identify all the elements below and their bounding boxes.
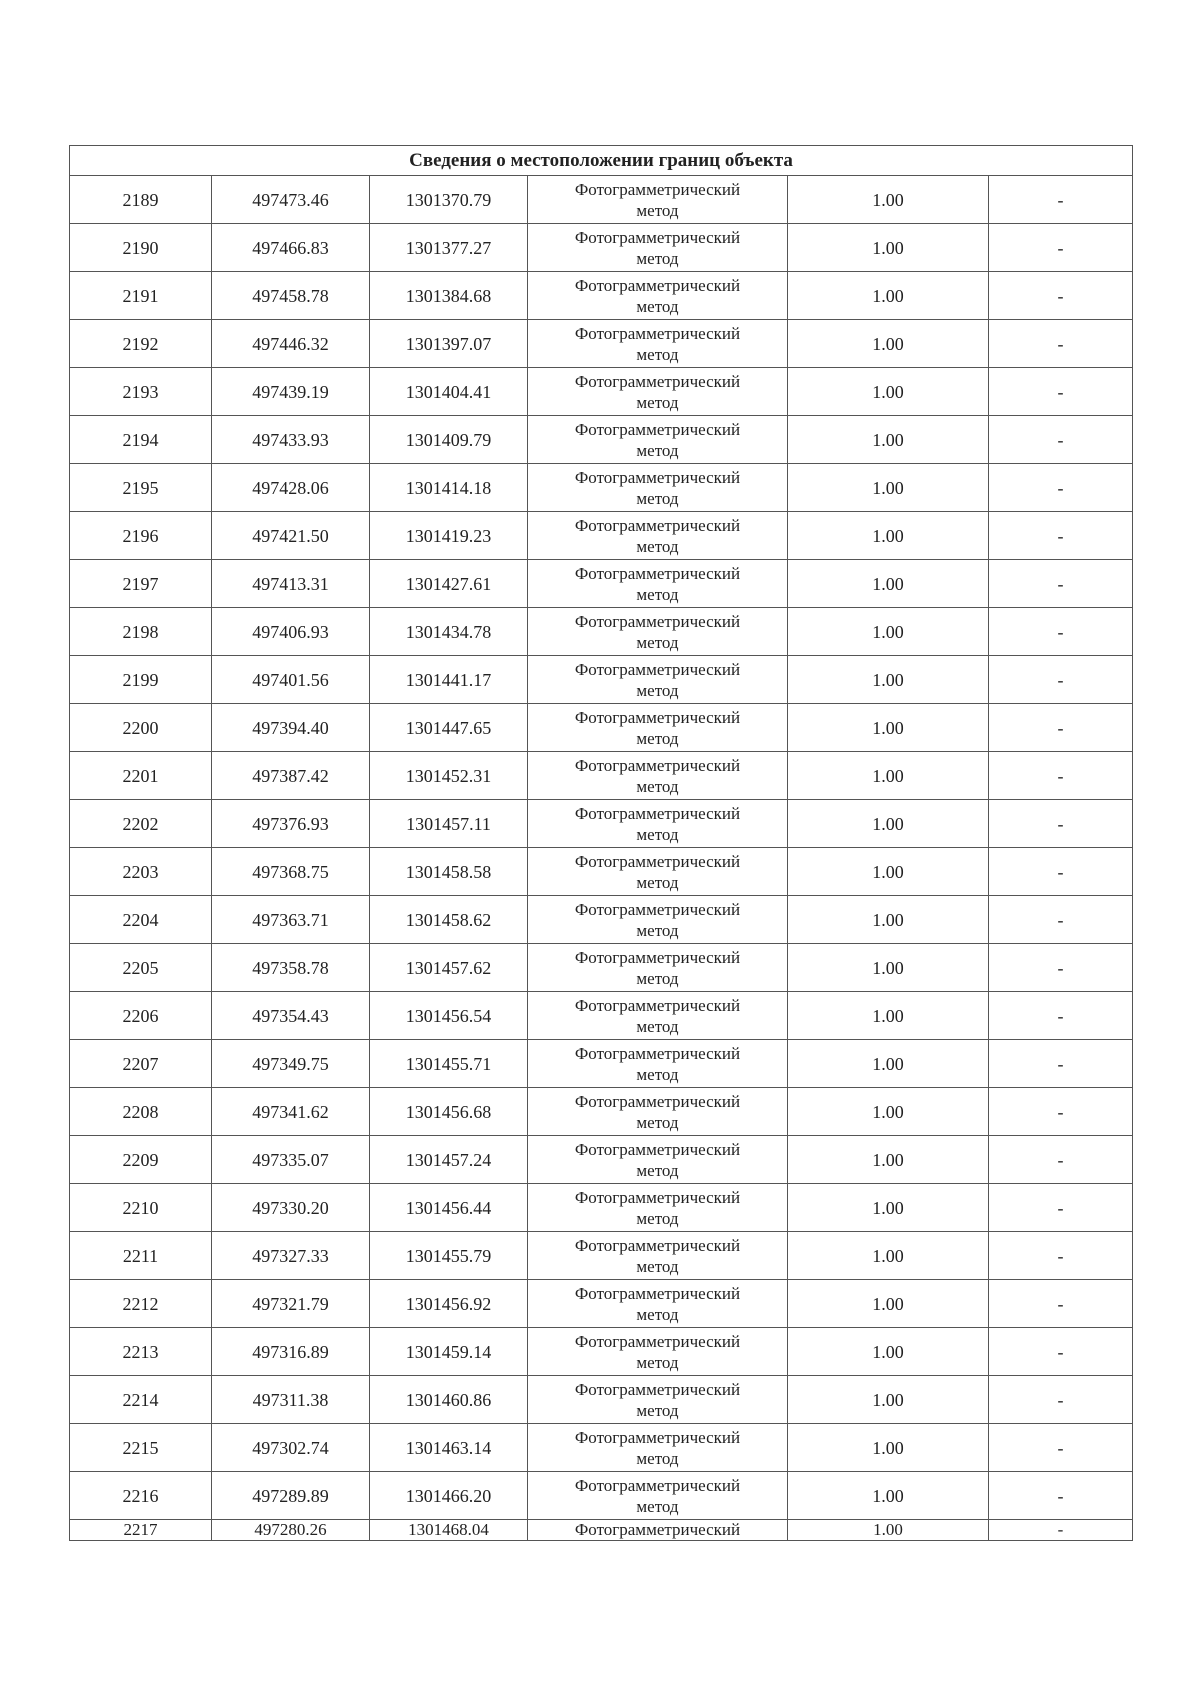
x-coordinate-cell: 497289.89 bbox=[212, 1472, 370, 1520]
table-row bbox=[70, 656, 1133, 704]
boundary-table bbox=[69, 145, 1133, 1541]
y-coordinate-cell: 1301460.86 bbox=[370, 1376, 528, 1424]
y-coordinate-cell: 1301466.20 bbox=[370, 1472, 528, 1520]
accuracy-cell: 1.00 bbox=[788, 176, 989, 224]
point-number-cell: 2198 bbox=[70, 608, 212, 656]
method-line-2: метод bbox=[636, 872, 679, 892]
point-number-cell: 2212 bbox=[70, 1280, 212, 1328]
method-cell bbox=[528, 320, 788, 368]
description-cell: - bbox=[989, 512, 1133, 560]
description-cell: - bbox=[989, 1424, 1133, 1472]
method-cell bbox=[528, 1088, 788, 1136]
table-row bbox=[70, 608, 1133, 656]
method-line-2: метод bbox=[636, 1064, 679, 1084]
point-number-cell: 2199 bbox=[70, 656, 212, 704]
method-line-2: метод bbox=[636, 824, 679, 844]
description-cell: - bbox=[989, 1520, 1133, 1541]
method-line-1: Фотограмметрический bbox=[574, 1520, 741, 1539]
y-coordinate-cell: 1301456.68 bbox=[370, 1088, 528, 1136]
table-row bbox=[70, 368, 1133, 416]
description-cell: - bbox=[989, 1136, 1133, 1184]
method-cell bbox=[528, 416, 788, 464]
x-coordinate-cell: 497311.38 bbox=[212, 1376, 370, 1424]
x-coordinate-cell: 497394.40 bbox=[212, 704, 370, 752]
method-cell bbox=[528, 848, 788, 896]
method-line-2: метод bbox=[636, 968, 679, 988]
point-number-cell: 2205 bbox=[70, 944, 212, 992]
x-coordinate-cell: 497330.20 bbox=[212, 1184, 370, 1232]
method-line-1: Фотограмметрический bbox=[574, 1091, 741, 1111]
table-row bbox=[70, 1328, 1133, 1376]
x-coordinate-cell: 497433.93 bbox=[212, 416, 370, 464]
description-cell: - bbox=[989, 416, 1133, 464]
method-line-1: Фотограмметрический bbox=[574, 1139, 741, 1159]
point-number-cell: 2206 bbox=[70, 992, 212, 1040]
accuracy-cell: 1.00 bbox=[788, 848, 989, 896]
method-line-1: Фотограмметрический bbox=[574, 755, 741, 775]
table-row bbox=[70, 176, 1133, 224]
table-row bbox=[70, 1376, 1133, 1424]
method-line-2: метод bbox=[636, 536, 679, 556]
accuracy-cell: 1.00 bbox=[788, 320, 989, 368]
table-row bbox=[70, 1136, 1133, 1184]
x-coordinate-cell: 497401.56 bbox=[212, 656, 370, 704]
y-coordinate-cell: 1301456.44 bbox=[370, 1184, 528, 1232]
y-coordinate-cell: 1301455.71 bbox=[370, 1040, 528, 1088]
method-cell bbox=[528, 176, 788, 224]
point-number-cell: 2213 bbox=[70, 1328, 212, 1376]
y-coordinate-cell: 1301457.24 bbox=[370, 1136, 528, 1184]
x-coordinate-cell: 497368.75 bbox=[212, 848, 370, 896]
method-cell bbox=[528, 1424, 788, 1472]
accuracy-cell: 1.00 bbox=[788, 752, 989, 800]
x-coordinate-cell: 497413.31 bbox=[212, 560, 370, 608]
y-coordinate-cell: 1301441.17 bbox=[370, 656, 528, 704]
accuracy-cell: 1.00 bbox=[788, 896, 989, 944]
point-number-cell: 2208 bbox=[70, 1088, 212, 1136]
description-cell: - bbox=[989, 1232, 1133, 1280]
point-number-cell: 2189 bbox=[70, 176, 212, 224]
method-line-1: Фотограмметрический bbox=[574, 659, 741, 679]
point-number-cell: 2204 bbox=[70, 896, 212, 944]
method-line-2: метод bbox=[636, 1112, 679, 1132]
accuracy-cell: 1.00 bbox=[788, 1328, 989, 1376]
description-cell: - bbox=[989, 608, 1133, 656]
method-line-1: Фотограмметрический bbox=[574, 1187, 741, 1207]
y-coordinate-cell: 1301455.79 bbox=[370, 1232, 528, 1280]
table-row bbox=[70, 464, 1133, 512]
x-coordinate-cell: 497406.93 bbox=[212, 608, 370, 656]
table-row bbox=[70, 320, 1133, 368]
table-row bbox=[70, 944, 1133, 992]
x-coordinate-cell: 497376.93 bbox=[212, 800, 370, 848]
method-cell bbox=[528, 992, 788, 1040]
x-coordinate-cell: 497335.07 bbox=[212, 1136, 370, 1184]
method-line-2: метод bbox=[636, 1256, 679, 1276]
method-line-2: метод bbox=[636, 1352, 679, 1372]
accuracy-cell: 1.00 bbox=[788, 1088, 989, 1136]
method-cell bbox=[528, 368, 788, 416]
accuracy-cell: 1.00 bbox=[788, 608, 989, 656]
method-line-2: метод bbox=[636, 680, 679, 700]
table-row bbox=[70, 1184, 1133, 1232]
method-cell bbox=[528, 272, 788, 320]
accuracy-cell: 1.00 bbox=[788, 1520, 989, 1541]
point-number-cell: 2210 bbox=[70, 1184, 212, 1232]
method-line-1: Фотограмметрический bbox=[574, 851, 741, 871]
x-coordinate-cell: 497280.26 bbox=[212, 1520, 370, 1541]
accuracy-cell: 1.00 bbox=[788, 224, 989, 272]
method-cell bbox=[528, 704, 788, 752]
x-coordinate-cell: 497387.42 bbox=[212, 752, 370, 800]
point-number-cell: 2217 bbox=[70, 1520, 212, 1541]
table-row bbox=[70, 1472, 1133, 1520]
method-line-1: Фотограмметрический bbox=[574, 275, 741, 295]
y-coordinate-cell: 1301457.11 bbox=[370, 800, 528, 848]
method-cell bbox=[528, 800, 788, 848]
accuracy-cell: 1.00 bbox=[788, 704, 989, 752]
y-coordinate-cell: 1301468.04 bbox=[370, 1520, 528, 1541]
x-coordinate-cell: 497327.33 bbox=[212, 1232, 370, 1280]
x-coordinate-cell: 497466.83 bbox=[212, 224, 370, 272]
accuracy-cell: 1.00 bbox=[788, 368, 989, 416]
method-line-1: Фотограмметрический bbox=[574, 1427, 741, 1447]
table-row bbox=[70, 1424, 1133, 1472]
point-number-cell: 2190 bbox=[70, 224, 212, 272]
y-coordinate-cell: 1301434.78 bbox=[370, 608, 528, 656]
method-line-1: Фотограмметрический bbox=[574, 899, 741, 919]
y-coordinate-cell: 1301447.65 bbox=[370, 704, 528, 752]
description-cell: - bbox=[989, 272, 1133, 320]
y-coordinate-cell: 1301427.61 bbox=[370, 560, 528, 608]
accuracy-cell: 1.00 bbox=[788, 992, 989, 1040]
method-line-1: Фотограмметрический bbox=[574, 707, 741, 727]
y-coordinate-cell: 1301456.54 bbox=[370, 992, 528, 1040]
method-cell bbox=[528, 608, 788, 656]
method-cell bbox=[528, 1328, 788, 1376]
method-line-1: Фотограмметрический bbox=[574, 947, 741, 967]
method-line-2: метод bbox=[636, 296, 679, 316]
method-cell bbox=[528, 464, 788, 512]
description-cell: - bbox=[989, 1040, 1133, 1088]
accuracy-cell: 1.00 bbox=[788, 1472, 989, 1520]
x-coordinate-cell: 497458.78 bbox=[212, 272, 370, 320]
table-row bbox=[70, 704, 1133, 752]
accuracy-cell: 1.00 bbox=[788, 800, 989, 848]
description-cell: - bbox=[989, 1376, 1133, 1424]
point-number-cell: 2193 bbox=[70, 368, 212, 416]
x-coordinate-cell: 497428.06 bbox=[212, 464, 370, 512]
method-line-1: Фотограмметрический bbox=[574, 1475, 741, 1495]
description-cell: - bbox=[989, 848, 1133, 896]
x-coordinate-cell: 497354.43 bbox=[212, 992, 370, 1040]
method-line-1: Фотограмметрический bbox=[574, 563, 741, 583]
description-cell: - bbox=[989, 1472, 1133, 1520]
method-line-2: метод bbox=[636, 1496, 679, 1516]
table-row bbox=[70, 224, 1133, 272]
method-cell bbox=[528, 944, 788, 992]
x-coordinate-cell: 497341.62 bbox=[212, 1088, 370, 1136]
point-number-cell: 2211 bbox=[70, 1232, 212, 1280]
accuracy-cell: 1.00 bbox=[788, 512, 989, 560]
table-row bbox=[70, 848, 1133, 896]
accuracy-cell: 1.00 bbox=[788, 1424, 989, 1472]
method-line-2: метод bbox=[636, 488, 679, 508]
table-row bbox=[70, 1040, 1133, 1088]
accuracy-cell: 1.00 bbox=[788, 416, 989, 464]
description-cell: - bbox=[989, 1088, 1133, 1136]
point-number-cell: 2200 bbox=[70, 704, 212, 752]
method-line-2: метод bbox=[636, 1208, 679, 1228]
method-cell bbox=[528, 512, 788, 560]
table-row bbox=[70, 800, 1133, 848]
point-number-cell: 2202 bbox=[70, 800, 212, 848]
method-cell bbox=[528, 896, 788, 944]
y-coordinate-cell: 1301419.23 bbox=[370, 512, 528, 560]
method-line-2: метод bbox=[636, 632, 679, 652]
table-row bbox=[70, 560, 1133, 608]
x-coordinate-cell: 497473.46 bbox=[212, 176, 370, 224]
point-number-cell: 2197 bbox=[70, 560, 212, 608]
method-line-2: метод bbox=[636, 1400, 679, 1420]
table-row bbox=[70, 1280, 1133, 1328]
x-coordinate-cell: 497302.74 bbox=[212, 1424, 370, 1472]
method-cell bbox=[528, 1376, 788, 1424]
method-cell bbox=[528, 1232, 788, 1280]
point-number-cell: 2209 bbox=[70, 1136, 212, 1184]
description-cell: - bbox=[989, 752, 1133, 800]
x-coordinate-cell: 497358.78 bbox=[212, 944, 370, 992]
y-coordinate-cell: 1301452.31 bbox=[370, 752, 528, 800]
method-line-1: Фотограмметрический bbox=[574, 515, 741, 535]
method-line-2: метод bbox=[636, 392, 679, 412]
method-line-2: метод bbox=[636, 200, 679, 220]
description-cell: - bbox=[989, 1280, 1133, 1328]
method-line-2: метод bbox=[636, 776, 679, 796]
point-number-cell: 2207 bbox=[70, 1040, 212, 1088]
table-row bbox=[70, 416, 1133, 464]
table-row bbox=[70, 1520, 1133, 1541]
point-number-cell: 2194 bbox=[70, 416, 212, 464]
description-cell: - bbox=[989, 704, 1133, 752]
y-coordinate-cell: 1301458.62 bbox=[370, 896, 528, 944]
table-body bbox=[70, 176, 1133, 1541]
y-coordinate-cell: 1301457.62 bbox=[370, 944, 528, 992]
method-line-1: Фотограмметрический bbox=[574, 371, 741, 391]
y-coordinate-cell: 1301409.79 bbox=[370, 416, 528, 464]
x-coordinate-cell: 497446.32 bbox=[212, 320, 370, 368]
description-cell: - bbox=[989, 320, 1133, 368]
point-number-cell: 2216 bbox=[70, 1472, 212, 1520]
accuracy-cell: 1.00 bbox=[788, 1136, 989, 1184]
accuracy-cell: 1.00 bbox=[788, 656, 989, 704]
table-row bbox=[70, 752, 1133, 800]
method-line-1: Фотограмметрический bbox=[574, 467, 741, 487]
method-cell bbox=[528, 656, 788, 704]
method-line-2: метод bbox=[636, 440, 679, 460]
y-coordinate-cell: 1301414.18 bbox=[370, 464, 528, 512]
x-coordinate-cell: 497363.71 bbox=[212, 896, 370, 944]
point-number-cell: 2201 bbox=[70, 752, 212, 800]
point-number-cell: 2196 bbox=[70, 512, 212, 560]
accuracy-cell: 1.00 bbox=[788, 464, 989, 512]
accuracy-cell: 1.00 bbox=[788, 944, 989, 992]
method-line-1: Фотограмметрический bbox=[574, 179, 741, 199]
description-cell: - bbox=[989, 368, 1133, 416]
method-cell bbox=[528, 1136, 788, 1184]
description-cell: - bbox=[989, 464, 1133, 512]
y-coordinate-cell: 1301456.92 bbox=[370, 1280, 528, 1328]
x-coordinate-cell: 497439.19 bbox=[212, 368, 370, 416]
table-row bbox=[70, 512, 1133, 560]
table-title: Сведения о местоположении границ объекта bbox=[70, 146, 1133, 176]
method-cell bbox=[528, 560, 788, 608]
accuracy-cell: 1.00 bbox=[788, 1280, 989, 1328]
method-line-2: метод bbox=[636, 1160, 679, 1180]
description-cell: - bbox=[989, 1328, 1133, 1376]
x-coordinate-cell: 497349.75 bbox=[212, 1040, 370, 1088]
description-cell: - bbox=[989, 800, 1133, 848]
accuracy-cell: 1.00 bbox=[788, 1040, 989, 1088]
method-line-1: Фотограмметрический bbox=[574, 1043, 741, 1063]
y-coordinate-cell: 1301463.14 bbox=[370, 1424, 528, 1472]
method-line-1: Фотограмметрический bbox=[574, 1331, 741, 1351]
y-coordinate-cell: 1301459.14 bbox=[370, 1328, 528, 1376]
table-row bbox=[70, 896, 1133, 944]
method-line-1: Фотограмметрический bbox=[574, 1379, 741, 1399]
method-line-1: Фотограмметрический bbox=[574, 1235, 741, 1255]
y-coordinate-cell: 1301404.41 bbox=[370, 368, 528, 416]
description-cell: - bbox=[989, 656, 1133, 704]
method-line-2: метод bbox=[636, 1304, 679, 1324]
table-row bbox=[70, 992, 1133, 1040]
y-coordinate-cell: 1301397.07 bbox=[370, 320, 528, 368]
method-cell bbox=[528, 1040, 788, 1088]
description-cell: - bbox=[989, 896, 1133, 944]
description-cell: - bbox=[989, 224, 1133, 272]
accuracy-cell: 1.00 bbox=[788, 1184, 989, 1232]
method-line-1: Фотограмметрический bbox=[574, 611, 741, 631]
method-line-2: метод bbox=[636, 1448, 679, 1468]
y-coordinate-cell: 1301370.79 bbox=[370, 176, 528, 224]
x-coordinate-cell: 497421.50 bbox=[212, 512, 370, 560]
point-number-cell: 2191 bbox=[70, 272, 212, 320]
point-number-cell: 2215 bbox=[70, 1424, 212, 1472]
point-number-cell: 2192 bbox=[70, 320, 212, 368]
accuracy-cell: 1.00 bbox=[788, 272, 989, 320]
method-cell bbox=[528, 1520, 788, 1541]
x-coordinate-cell: 497316.89 bbox=[212, 1328, 370, 1376]
description-cell: - bbox=[989, 560, 1133, 608]
description-cell: - bbox=[989, 1184, 1133, 1232]
method-cell bbox=[528, 1184, 788, 1232]
method-cell bbox=[528, 1280, 788, 1328]
y-coordinate-cell: 1301377.27 bbox=[370, 224, 528, 272]
description-cell: - bbox=[989, 944, 1133, 992]
method-cell bbox=[528, 752, 788, 800]
method-line-1: Фотограмметрический bbox=[574, 995, 741, 1015]
method-line-1: Фотограмметрический bbox=[574, 419, 741, 439]
description-cell: - bbox=[989, 992, 1133, 1040]
point-number-cell: 2195 bbox=[70, 464, 212, 512]
method-cell bbox=[528, 1472, 788, 1520]
method-line-2: метод bbox=[636, 728, 679, 748]
method-line-1: Фотограмметрический bbox=[574, 227, 741, 247]
method-line-1: Фотограмметрический bbox=[574, 803, 741, 823]
method-line-1: Фотограмметрический bbox=[574, 1283, 741, 1303]
accuracy-cell: 1.00 bbox=[788, 560, 989, 608]
method-line-2: метод bbox=[636, 920, 679, 940]
table-row bbox=[70, 1232, 1133, 1280]
point-number-cell: 2214 bbox=[70, 1376, 212, 1424]
point-number-cell: 2203 bbox=[70, 848, 212, 896]
y-coordinate-cell: 1301384.68 bbox=[370, 272, 528, 320]
method-line-2: метод bbox=[636, 1016, 679, 1036]
method-line-2: метод bbox=[636, 344, 679, 364]
description-cell: - bbox=[989, 176, 1133, 224]
table-row bbox=[70, 1088, 1133, 1136]
method-cell bbox=[528, 224, 788, 272]
method-line-1: Фотограмметрический bbox=[574, 323, 741, 343]
x-coordinate-cell: 497321.79 bbox=[212, 1280, 370, 1328]
accuracy-cell: 1.00 bbox=[788, 1376, 989, 1424]
table-row bbox=[70, 272, 1133, 320]
y-coordinate-cell: 1301458.58 bbox=[370, 848, 528, 896]
accuracy-cell: 1.00 bbox=[788, 1232, 989, 1280]
method-line-2: метод bbox=[636, 584, 679, 604]
method-line-2: метод bbox=[636, 248, 679, 268]
